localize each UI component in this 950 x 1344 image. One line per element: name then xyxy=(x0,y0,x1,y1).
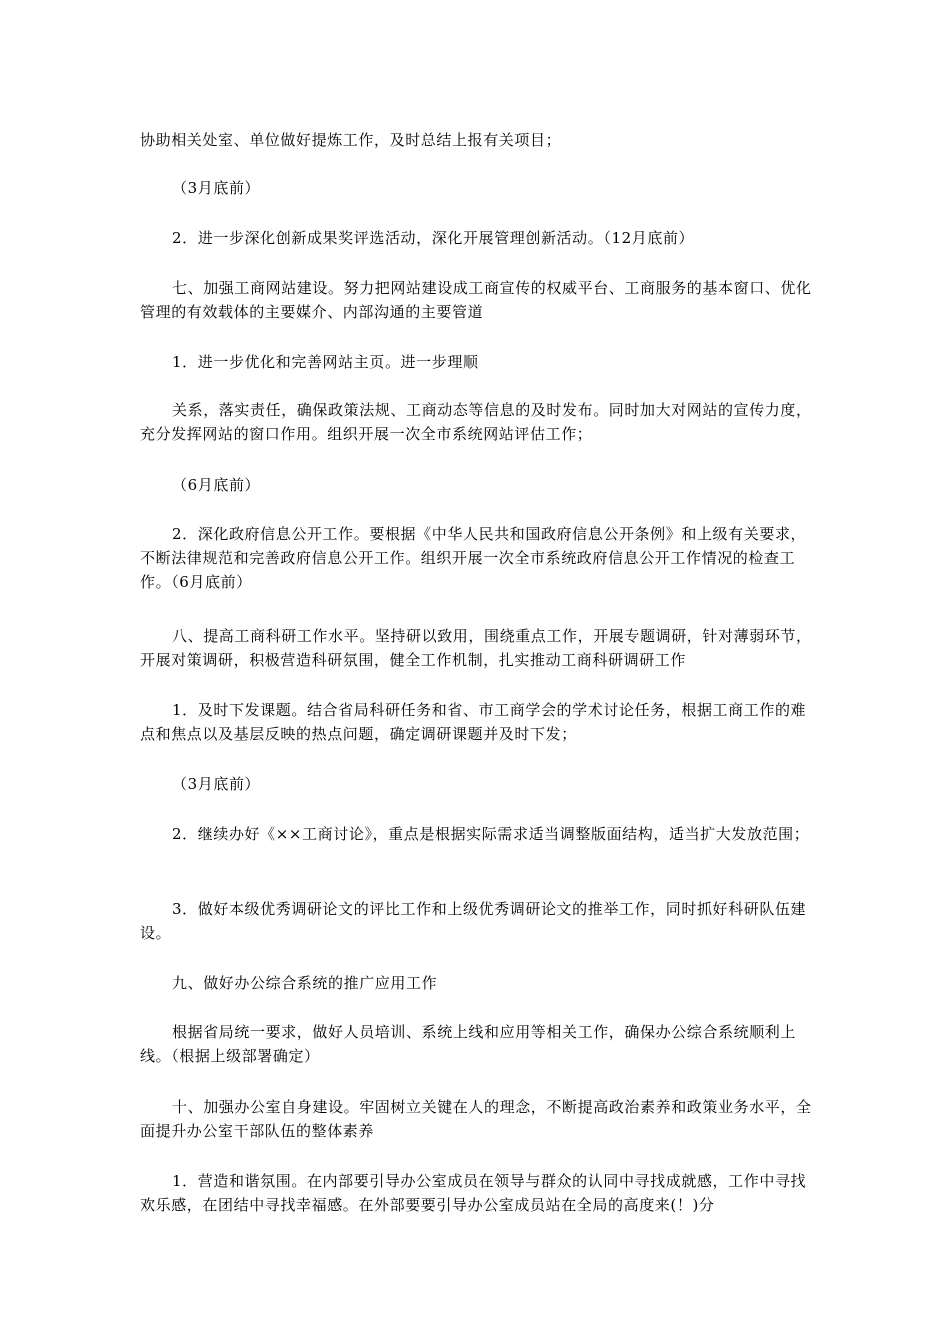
paragraph-11: （3月底前） xyxy=(172,775,261,793)
paragraph-4: 七、加强工商网站建设。努力把网站建设成工商宣传的权威平台、工商服务的基本窗口、优化管理的有效载体的主要媒介、内部沟通的主要管道 xyxy=(140,279,812,321)
paragraph-6: 关系，落实责任，确保政策法规、工商动态等信息的及时发布。同时加大对网站的宣传力度，充分发挥网站的窗口作用。组织开展一次全市系统网站评估工作； xyxy=(140,401,812,443)
paragraph-9: 八、提高工商科研工作水平。坚持研以致用，围绕重点工作，开展专题调研，针对薄弱环节，开展对策调研，积极营造科研氛围，健全工作机制，扎实推动工商科研调研工作 xyxy=(140,627,812,669)
paragraph-5: 1．进一步优化和完善网站主页。进一步理顺 xyxy=(172,353,479,371)
paragraph-13: 3．做好本级优秀调研论文的评比工作和上级优秀调研论文的推举工作，同时抓好科研队伍建设。 xyxy=(140,900,807,942)
paragraph-1: 协助相关处室、单位做好提炼工作，及时总结上报有关项目； xyxy=(140,131,562,149)
paragraph-3: 2．进一步深化创新成果奖评选活动，深化开展管理创新活动。（12月底前） xyxy=(172,229,695,247)
paragraph-2: （3月底前） xyxy=(172,179,261,197)
paragraph-7: （6月底前） xyxy=(172,476,261,494)
paragraph-17: 1．营造和谐氛围。在内部要引导办公室成员在领导与群众的认同中寻找成就感，工作中寻找欢乐感，在团结中寻找幸福感。在外部要要引导办公室成员站在全局的高度来(！)分 xyxy=(140,1172,807,1214)
paragraph-15: 根据省局统一要求，做好人员培训、系统上线和应用等相关工作，确保办公综合系统顺利上线。（根据上级部署确定） xyxy=(140,1023,797,1065)
paragraph-12: 2．继续办好《××工商讨论》，重点是根据实际需求适当调整版面结构，适当扩大发放范围； xyxy=(172,825,810,843)
paragraph-10: 1．及时下发课题。结合省局科研任务和省、市工商学会的学术讨论任务，根据工商工作的难点和焦点以及基层反映的热点问题，确定调研课题并及时下发； xyxy=(140,701,807,743)
paragraph-14: 九、做好办公综合系统的推广应用工作 xyxy=(172,974,438,992)
paragraph-8: 2．深化政府信息公开工作。要根据《中华人民共和国政府信息公开条例》和上级有关要求，不断法律规范和完善政府信息公开工作。组织开展一次全市系统政府信息公开工作情况的检查工作。（6月底前） xyxy=(140,525,807,591)
paragraph-16: 十、加强办公室自身建设。牢固树立关键在人的理念，不断提高政治素养和政策业务水平，全面提升办公室干部队伍的整体素养 xyxy=(140,1098,812,1140)
